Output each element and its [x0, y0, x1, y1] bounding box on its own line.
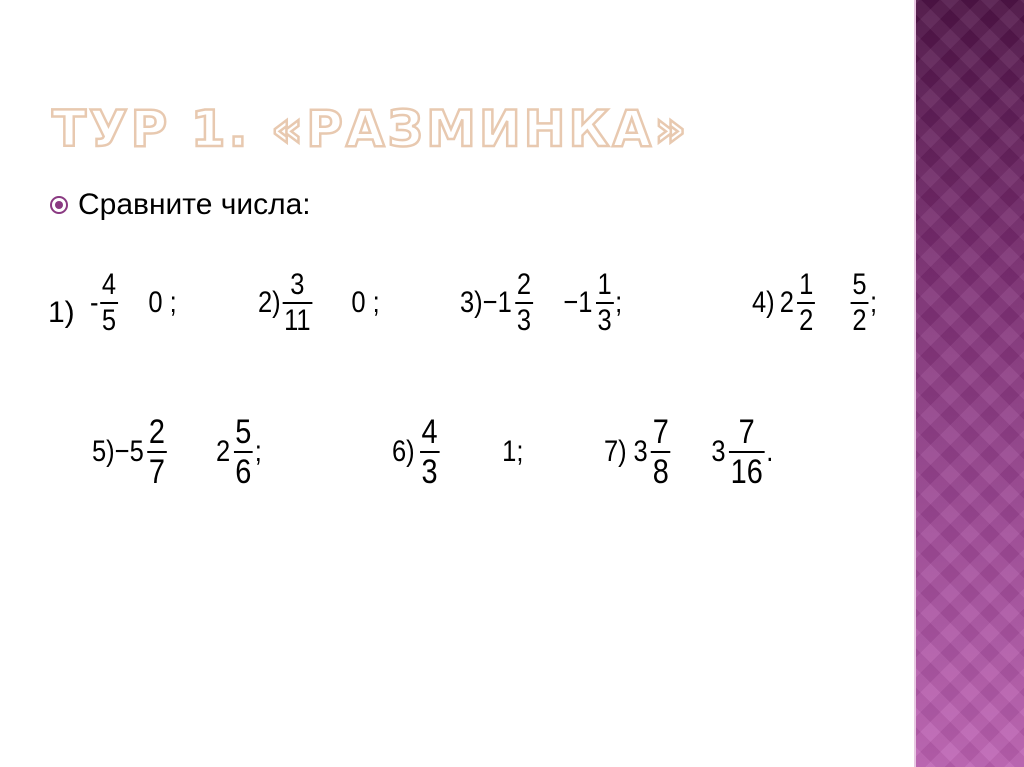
expr-5: [92, 415, 262, 489]
denominator: 3: [516, 304, 532, 337]
expr-4-fraction: [797, 270, 815, 336]
expr-3-end: ;: [615, 286, 623, 319]
decorative-sidebar: [914, 0, 1024, 767]
numerator: 5: [852, 268, 867, 301]
expr-4: [752, 270, 877, 336]
expr-5-whole: 5: [129, 435, 144, 468]
expr-1: [90, 270, 177, 336]
expr-7: [604, 415, 773, 489]
expr-3-label: 3): [460, 286, 483, 319]
expr-7-fraction: [651, 415, 670, 489]
expr-7-compare-whole: 3: [711, 435, 726, 468]
expr-2: [258, 270, 380, 336]
slide-title: ТУР 1. «РАЗМИНКА»: [52, 100, 690, 158]
expr-1-sign: -: [90, 286, 99, 319]
numerator: 7: [738, 413, 755, 451]
expr-6-fraction: [420, 415, 439, 489]
expr-5-label: 5): [92, 435, 115, 468]
denominator: 2: [799, 304, 814, 337]
numerator: 3: [290, 268, 305, 301]
row1-label: 1): [48, 296, 75, 329]
expr-3-compare-fraction: [596, 270, 614, 336]
numerator: 4: [421, 413, 438, 451]
expr-3-whole: 1: [497, 286, 512, 319]
denominator: 2: [852, 304, 867, 337]
expr-5-sign: −: [114, 435, 130, 468]
expr-4-end: ;: [869, 286, 878, 319]
expr-2-label: 2): [258, 286, 281, 319]
numerator: 7: [652, 413, 669, 451]
numerator: 1: [597, 268, 612, 301]
expr-3-sign: −: [482, 286, 498, 319]
expr-4-whole: 2: [779, 286, 794, 319]
expr-3: [460, 270, 622, 336]
expr-5-compare-whole: 2: [215, 435, 231, 468]
denominator: 16: [730, 453, 763, 491]
denominator: 3: [597, 304, 612, 337]
numerator: 4: [101, 268, 117, 301]
denominator: 3: [421, 453, 438, 491]
expr-7-compare-fraction: [729, 415, 765, 489]
expr-3-compare-sign: −: [563, 286, 579, 319]
expr-7-end: .: [766, 435, 774, 468]
expr-4-compare-fraction: [851, 270, 869, 336]
numerator: 2: [516, 268, 532, 301]
bullet-text: Сравните числа:: [78, 188, 311, 221]
denominator: 6: [235, 453, 252, 491]
expr-5-compare-fraction: [234, 415, 253, 489]
expr-1-fraction: [100, 270, 118, 336]
denominator: 8: [652, 453, 669, 491]
expr-7-label: 7): [604, 435, 627, 468]
numerator: 2: [148, 413, 165, 451]
expr-2-compare: 0 ;: [351, 286, 380, 319]
expr-6-compare: 1;: [502, 435, 524, 468]
expr-1-compare: 0 ;: [148, 286, 177, 319]
numerator: 1: [799, 268, 814, 301]
expr-7-whole: 3: [633, 435, 648, 468]
denominator: 11: [284, 304, 311, 337]
expr-6: [392, 415, 523, 489]
expr-5-end: ;: [254, 435, 262, 468]
expr-2-fraction: [282, 270, 312, 336]
expr-3-compare-whole: 1: [578, 286, 593, 319]
expr-6-label: 6): [392, 435, 415, 468]
expr-4-label: 4): [752, 286, 775, 319]
expr-5-fraction: [147, 415, 166, 489]
denominator: 7: [148, 453, 165, 491]
numerator: 5: [235, 413, 252, 451]
bullet-point: [50, 188, 311, 222]
expr-3-fraction: [515, 270, 533, 336]
bullet-icon: [50, 196, 68, 214]
denominator: 5: [101, 304, 117, 337]
